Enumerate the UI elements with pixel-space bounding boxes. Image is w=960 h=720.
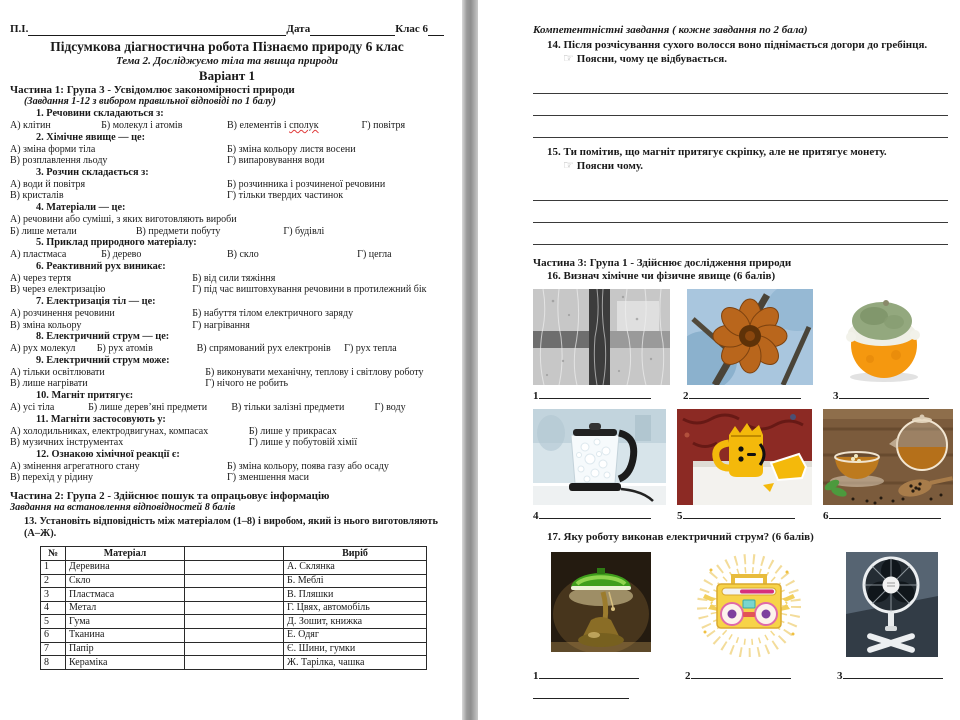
option: Г) випаровування води <box>227 155 325 167</box>
tea-with-teapot-photo <box>823 409 953 505</box>
option: А) через тертя <box>10 272 72 284</box>
column-header: Матеріал <box>66 547 185 561</box>
option: А) рух молекул <box>10 343 76 355</box>
option: Б) виконувати механічну, теплову і світлову роботу <box>205 366 424 378</box>
column-header: Виріб <box>284 547 427 561</box>
option: В) спрямований рух електронів <box>196 343 331 355</box>
option: А) розчинення речовини <box>10 308 115 320</box>
question-4: 4. Матеріали — це: А) речовини або суміші, з яких виготовляють вироби Б) лише метали В) предмети побуту Г) будівлі <box>10 202 444 237</box>
answer-line <box>533 94 948 116</box>
pointing-hand-icon: ☞ <box>563 158 574 172</box>
option: Г) нагрівання <box>192 319 250 331</box>
option: Г) зменшення маси <box>227 472 309 484</box>
rusty-metal-flower-photo <box>687 289 813 385</box>
moldy-orange-photo <box>830 289 942 385</box>
answer-cell <box>185 615 284 629</box>
answer-blank <box>691 669 791 679</box>
option: А) зміна форми тіла <box>10 143 96 155</box>
option: В) кристалів <box>10 190 64 202</box>
question-5: 5. Приклад природного матеріалу: А) пластмаса Б) дерево В) скло Г) цегла <box>10 237 444 261</box>
option: Б) лише метали <box>10 225 77 237</box>
spellcheck-word: сполук <box>289 120 319 132</box>
part2-heading: Частина 2: Група 2 - Здійснює пошук та опрацьовує інформацію <box>10 489 330 502</box>
option: Г) будівлі <box>283 225 325 237</box>
answer-blank <box>829 509 941 519</box>
option: Б) набуття тілом електричного заряду <box>192 308 354 320</box>
answer-cell <box>185 629 284 643</box>
table-row: 2 Скло Б. Меблі <box>41 574 427 588</box>
option: Б) зміна кольору, поява газу або осаду <box>227 460 389 472</box>
answer-cell <box>185 601 284 615</box>
option: А) клітин <box>10 120 51 132</box>
option: Г) нічого не робить <box>205 378 289 390</box>
table-row: 4 Метал Г. Цвях, автомобіль <box>41 601 427 615</box>
option: Г) повітря <box>361 120 406 132</box>
worksheet-page-left <box>0 0 462 720</box>
date-label: Дата <box>286 23 311 35</box>
answer-cell <box>185 574 284 588</box>
question-14: 14. Після розчісування сухого волосся воно піднімається догори до гребінця. <box>547 39 928 51</box>
date-blank-line <box>310 25 395 36</box>
question-17: 17. Яку роботу виконав електричний струм? (6 балів) <box>547 530 814 543</box>
option: В) скло <box>226 249 259 261</box>
answer-blank <box>539 509 651 519</box>
option: Б) зміна кольору листя восени <box>227 143 356 155</box>
student-header-row <box>10 24 444 36</box>
name-blank-line <box>28 25 286 36</box>
option: Г) лише у побутовій хімії <box>248 437 358 449</box>
answer-line <box>533 201 948 223</box>
class-label: Клас 6 <box>395 23 428 35</box>
option: В) елементів і сполук <box>226 120 319 132</box>
q16-blanks-row-1: 1 2 3 <box>533 389 948 403</box>
answer-cell <box>185 561 284 575</box>
page-subtitle: Тема 2. Досліджуємо тіла та явища природи <box>115 54 339 67</box>
table-row: 7 Папір Є. Шини, гумки <box>41 642 427 656</box>
column-header: № <box>41 547 66 561</box>
option: А) холодильниках, електродвигунах, компасах <box>10 425 209 437</box>
option: В) через електризацію <box>10 284 106 296</box>
q17-photo-row <box>551 552 948 657</box>
option: Г) цегла <box>357 249 392 261</box>
part3-heading: Частина 3: Група 1 - Здійснює дослідження природи <box>533 257 792 269</box>
answer-blank <box>843 669 943 679</box>
question-16: 16. Визнач хімічне чи фізичне явище (6 балів) <box>547 269 776 282</box>
broken-yellow-mug-photo <box>677 409 812 505</box>
option: Б) дерево <box>101 249 142 261</box>
answer-blank-continuation <box>533 697 629 699</box>
option: Б) рух атомів <box>96 343 153 355</box>
question-3: 3. Розчин складається з: А) води й повітря Б) розчинника і розчиненої речовини В) кристалів Г) тільки твердих частинок <box>10 167 444 202</box>
answer-line <box>533 72 948 94</box>
q17-blanks-row: 1 2 3 <box>533 669 948 683</box>
option: Б) молекул і атомів <box>101 120 183 132</box>
answer-blank <box>539 389 651 399</box>
page-divider <box>462 0 478 720</box>
option: В) розплавлення льоду <box>10 155 108 167</box>
standing-fan-photo <box>846 552 938 657</box>
table-row: 5 Гума Д. Зошит, книжка <box>41 615 427 629</box>
question-15-hint: ☞ Поясни чому. <box>563 158 644 172</box>
materials-table <box>40 546 427 669</box>
option: В) перехід у рідину <box>10 472 94 484</box>
class-blank-line <box>428 25 444 36</box>
option: Г) рух тепла <box>344 343 397 355</box>
boombox-illustration <box>691 552 806 657</box>
answer-cell <box>185 656 284 670</box>
option: А) усі тіла <box>10 402 55 413</box>
table-row: 6 Тканина Е. Одяг <box>41 629 427 643</box>
answer-cell <box>185 642 284 656</box>
question-8: 8. Електричний струм — це: А) рух молекул Б) рух атомів В) спрямований рух електронів Г) рух тепла <box>10 331 444 355</box>
question-11: 11. Магніти застосовують у: А) холодильниках, електродвигунах, компасах Б) лише у прикрасах В) музичних інструментах Г) лише у побутовій хімії <box>10 414 444 449</box>
answer-line <box>533 179 948 201</box>
part2-note: Завдання на встановлення відповідностей 8 балів <box>10 502 236 514</box>
competence-heading: Компетентністні завдання ( кожне завдання по 2 бала) <box>533 24 808 36</box>
part1-heading: Частина 1: Група 3 - Усвідомлює закономірності природи <box>10 83 295 96</box>
option: Г) тільки твердих частинок <box>227 190 344 202</box>
part1-note: (Завдання 1-12 з вибором правильної відповіді по 1 балу) <box>24 96 276 108</box>
answer-blank <box>683 509 795 519</box>
option: Б) від сили тяжіння <box>192 272 276 284</box>
column-header-blank <box>185 547 284 561</box>
option: В) музичних інструментах <box>10 437 124 449</box>
frosty-wet-window-photo <box>533 289 670 385</box>
option: А) тільки освітлювати <box>10 366 105 378</box>
option: А) пластмаса <box>10 249 67 261</box>
pointing-hand-icon: ☞ <box>563 51 574 65</box>
question-10: 10. Магніт притягує: А) усі тіла Б) лише дерев’яні предмети В) тільки залізні предмети Г) воду <box>10 390 444 414</box>
option: Г) під час виштовхування речовини в протилежний бік <box>192 284 427 296</box>
question-9: 9. Електричний струм може: А) тільки освітлювати Б) виконувати механічну, теплову і світлову роботу В) лише нагрівати Г) нічого не робить <box>10 355 444 390</box>
answer-line <box>533 223 948 245</box>
table-row: 8 Кераміка Ж. Тарілка, чашка <box>41 656 427 670</box>
q16-blanks-row-2: 4 5 6 <box>533 509 948 523</box>
question-13: 13. Установіть відповідність між матеріалом (1–8) і виробом, який із нього виготовляють (А–Ж). <box>24 516 438 540</box>
page-title: Підсумкова діагностична робота Пізнаємо природу 6 клас <box>50 38 404 54</box>
q16-photo-row-1 <box>533 289 948 385</box>
answer-line <box>533 116 948 138</box>
option: В) тільки залізні предмети <box>231 402 345 413</box>
variant-label: Варіант 1 <box>198 67 256 83</box>
option: А) речовини або суміші, з яких виготовляють вироби <box>10 214 237 226</box>
option: Б) лише у прикрасах <box>248 425 337 437</box>
name-label: П.І. <box>10 23 29 35</box>
worksheet-page-right <box>478 0 960 720</box>
option: А) змінення агрегатного стану <box>10 460 140 472</box>
question-6: 6. Реактивний рух виникає: А) через тертя Б) від сили тяжіння В) через електризацію Г) під час виштовхування речовини в протилежний бік <box>10 261 444 296</box>
table-row: 1 Деревина А. Склянка <box>41 561 427 575</box>
green-desk-lamp-photo <box>551 552 651 652</box>
table-header-row <box>41 547 427 561</box>
option: А) води й повітря <box>10 178 86 190</box>
answer-cell <box>185 588 284 602</box>
question-1: 1. Речовини складаються з: А) клітин Б) молекул і атомів В) елементів і сполук Г) повітря <box>10 108 444 132</box>
answer-blank <box>839 389 929 399</box>
answer-blank <box>689 389 801 399</box>
option: Б) лише дерев’яні предмети <box>88 402 208 413</box>
question-7: 7. Електризація тіл — це: А) розчинення речовини Б) набуття тілом електричного заряду В) зміна кольору Г) нагрівання <box>10 296 444 331</box>
question-12: 12. Ознакою хімічної реакції є: А) змінення агрегатного стану Б) зміна кольору, поява газу або осаду В) перехід у рідину Г) зменшення маси <box>10 449 444 484</box>
option: В) зміна кольору <box>10 319 82 331</box>
option: В) предмети побуту <box>135 225 221 237</box>
question-14-hint: ☞ Поясни, чому це відбувається. <box>563 51 727 65</box>
option: В) лише нагрівати <box>10 378 88 390</box>
question-15: 15. Ти помітив, що магніт притягує скріпку, але не притягує монету. <box>547 146 887 158</box>
q16-photo-row-2 <box>533 409 948 505</box>
table-row: 3 Пластмаса В. Пляшки <box>41 588 427 602</box>
question-2: 2. Хімічне явище — це: А) зміна форми тіла Б) зміна кольору листя восени В) розплавлення льоду Г) випаровування води <box>10 132 444 167</box>
answer-blank <box>539 669 639 679</box>
option: Г) воду <box>374 402 406 413</box>
option: Б) розчинника і розчиненої речовини <box>227 178 386 190</box>
boiling-glass-kettle-photo <box>533 409 666 505</box>
